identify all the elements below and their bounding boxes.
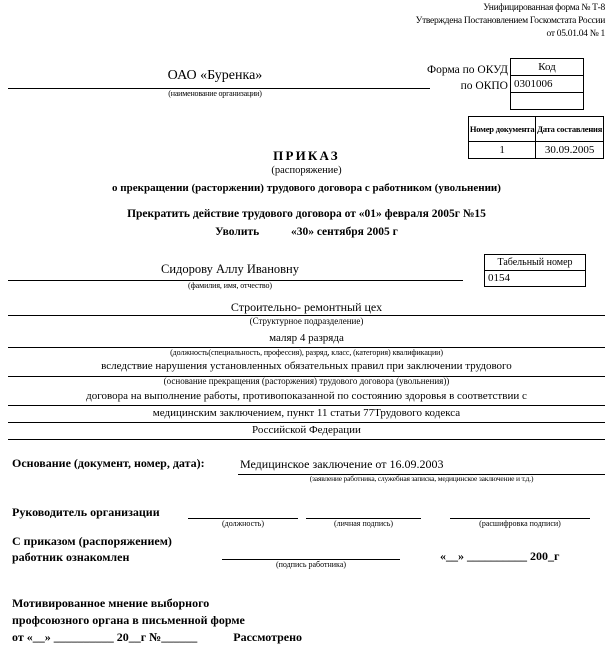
form-header-line-1: Унифицированная форма № Т-8	[483, 3, 605, 13]
form-header	[305, 2, 605, 41]
code-okpo-value	[511, 93, 583, 109]
dismissal-reason-caption: (основание прекращения (расторжения) трудового договора (увольнения))	[163, 376, 450, 386]
acknowledgement-line-1: С приказом (распоряжением)	[12, 534, 172, 548]
doc-number-header: Номер документа	[469, 117, 536, 142]
dismissal-reason-rule-2	[8, 405, 605, 406]
dismissal-reason-line-4: Российской Федерации	[252, 424, 361, 436]
tabel-number-header: Табельный номер	[485, 255, 585, 271]
table-row	[469, 117, 604, 142]
okpo-label: по ОКПО	[460, 80, 508, 92]
basis-label: Основание (документ, номер, дата):	[12, 456, 205, 470]
doc-date-header: Дата составления	[536, 117, 604, 142]
order-dismiss-date: «30» сентября 2005 г	[290, 226, 398, 238]
union-opinion-line-2: профсоюзного органа в письменной форме	[12, 613, 245, 627]
dismissal-reason-line-2: договора на выполнение работы, противопоказанной по состоянию здоровья в соответствии с	[86, 390, 527, 402]
head-signature-label: Руководитель организации	[12, 505, 160, 519]
page-title-description: о прекращении (расторжении) трудового договора с работником (увольнении)	[112, 182, 501, 194]
code-box-header: Код	[511, 59, 583, 76]
form-header-line-3: от 05.01.04 № 1	[546, 29, 605, 39]
doc-date-value: 30.09.2005	[536, 142, 604, 159]
union-opinion-status: Рассмотрено	[233, 630, 303, 644]
code-box	[510, 58, 584, 110]
page-subtitle: (распоряжение)	[271, 165, 342, 176]
organization-name: ОАО «Буренка»	[167, 68, 263, 83]
basis-caption: (заявление работника, служебная записка, медицинское заключение и т.д.)	[309, 474, 534, 483]
acknowledgement-line-2: работник ознакомлен	[12, 550, 130, 564]
dismissal-reason-line-3: медицинским заключением, пункт 11 статьи 77Трудового кодекса	[152, 407, 461, 419]
tabel-number-box	[484, 254, 586, 287]
head-transcript-caption: (расшифровка подписи)	[479, 519, 561, 528]
doc-number-value: 1	[469, 142, 536, 159]
employee-subdivision: Строительно- ремонтный цех	[230, 300, 383, 314]
order-dismiss-label: Уволить	[215, 226, 260, 238]
employee-fio: Сидорову Аллу Ивановну	[161, 262, 299, 276]
employee-position-caption: (должность(специальность, профессия), разряд, класс, (категория) квалификации)	[170, 348, 443, 357]
dismissal-reason-rule-4	[8, 439, 605, 440]
tabel-number-value: 0154	[488, 272, 510, 284]
form-header-line-2: Утверждена Постановлением Госкомстата России	[415, 16, 605, 26]
head-signature-caption: (личная подпись)	[333, 519, 394, 528]
order-contract-line: Прекратить действие трудового договора от «01» февраля 2005г №15	[127, 208, 486, 220]
code-labels	[390, 62, 508, 94]
employee-subdivision-caption: (Структурное подразделение)	[249, 316, 364, 326]
union-opinion-line-1: Мотивированное мнение выборного	[12, 596, 210, 610]
head-position-caption: (должность)	[222, 519, 264, 528]
acknowledgement-signature-caption: (подпись работника)	[275, 560, 347, 569]
okud-label: Форма по ОКУД	[427, 64, 508, 76]
acknowledgement-date: «__» __________ 200_г	[440, 549, 560, 563]
dismissal-reason-line-1: вследствие нарушения установленных обязательных правил при заключении трудового	[101, 360, 512, 372]
organization-caption: (наименование организации)	[168, 89, 262, 98]
code-okud-value: 0301006	[511, 76, 583, 93]
basis-value: Медицинское заключение от 16.09.2003	[240, 457, 444, 471]
order-dismiss-line	[0, 226, 613, 238]
union-opinion-date: от «__» __________ 20__г №______	[12, 630, 198, 644]
employee-position: маляр 4 разряда	[269, 332, 344, 344]
dismissal-reason-rule-3	[8, 422, 605, 423]
union-opinion-line-3	[12, 630, 302, 645]
page-title: ПРИКАЗ	[273, 148, 340, 163]
employee-fio-caption: (фамилия, имя, отчество)	[188, 281, 272, 290]
